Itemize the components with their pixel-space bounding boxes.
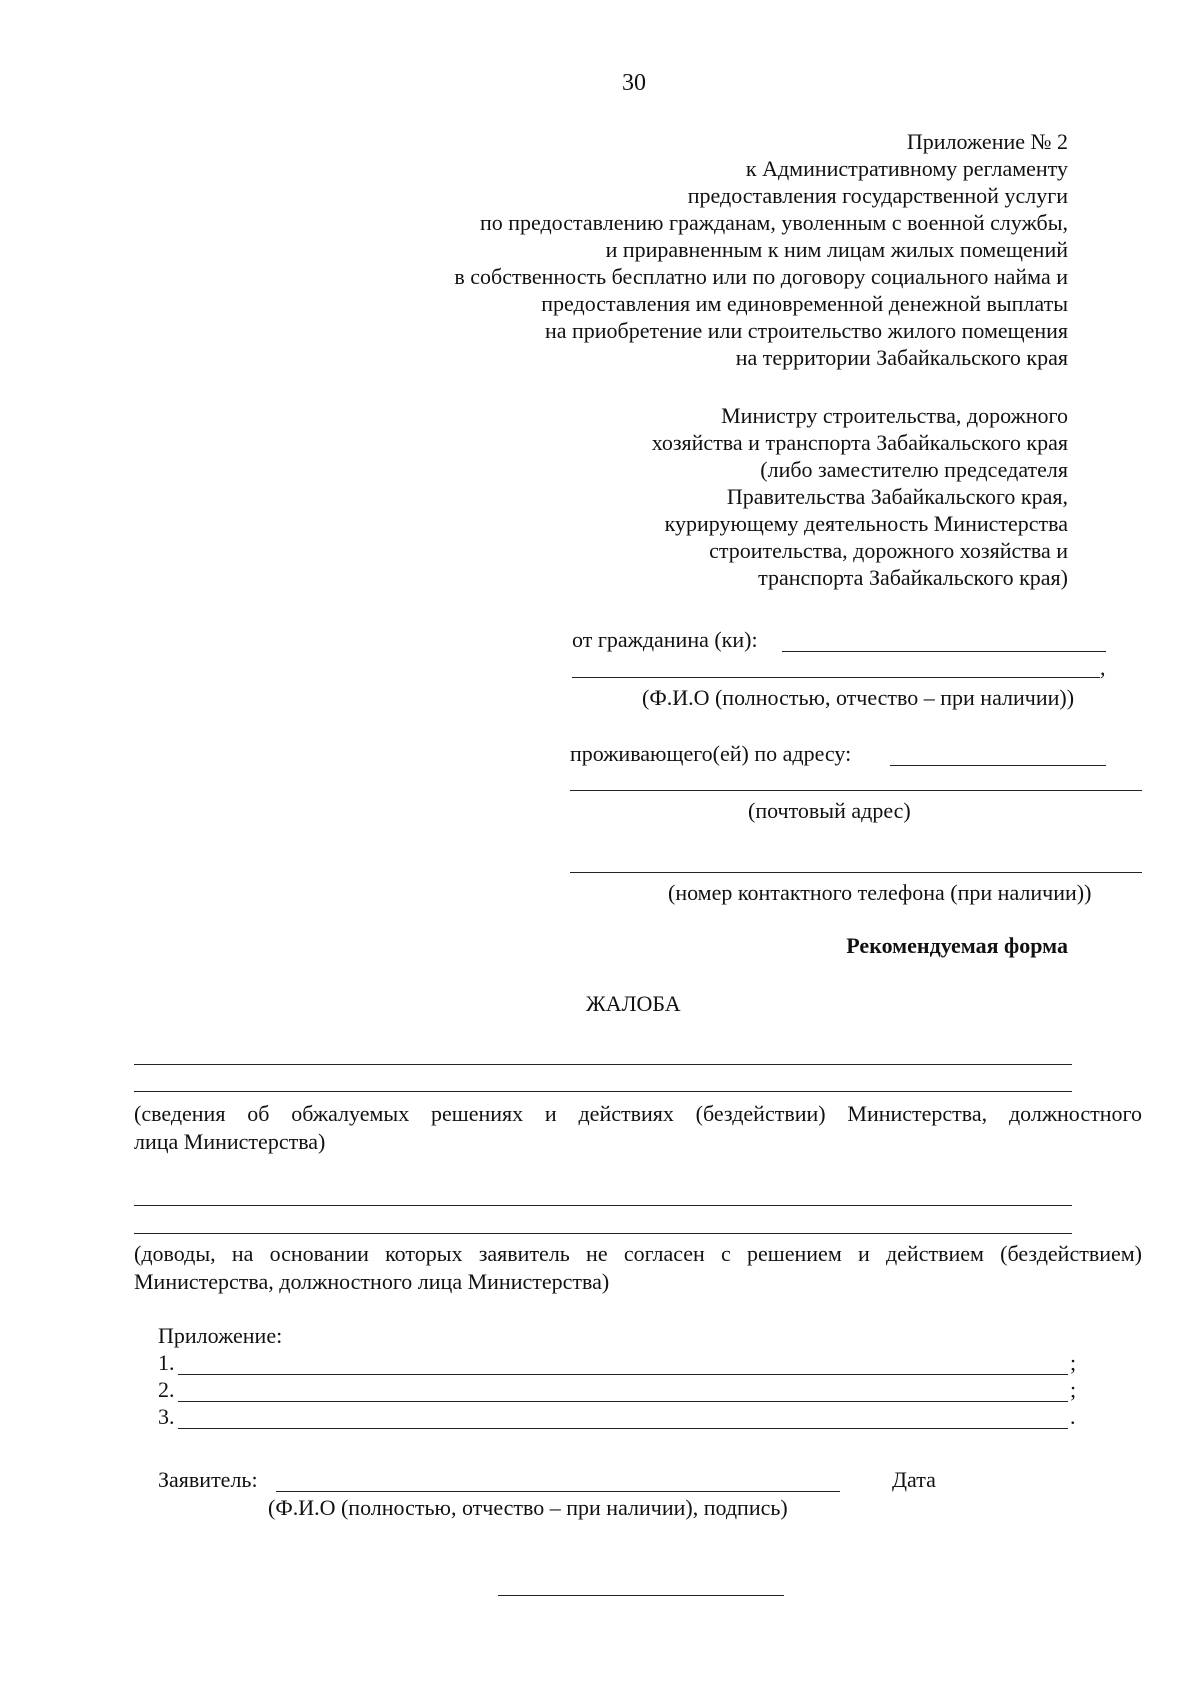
decision-info-field[interactable] (134, 1064, 1072, 1065)
appendix-line: на приобретение или строительство жилого помещения (544, 318, 1068, 343)
from-name-field[interactable] (782, 651, 1106, 652)
attachment-number: 3. (158, 1404, 175, 1429)
attachment-field-1[interactable] (178, 1374, 1068, 1375)
phone-field[interactable] (570, 872, 1142, 873)
from-name-field-2[interactable] (572, 677, 1100, 678)
arguments-caption: (доводы, на основании которых заявитель не согласен с решением и действием (бездействием) (134, 1241, 1142, 1266)
applicant-signature-field[interactable] (276, 1491, 840, 1492)
appendix-line: предоставления государственной услуги (687, 183, 1068, 208)
attachment-end: . (1070, 1404, 1076, 1429)
addressee-line: курирующему деятельность Министерства (664, 511, 1068, 536)
appendix-line: на территории Забайкальского края (735, 345, 1068, 370)
date-label: Дата (892, 1467, 936, 1492)
address-field[interactable] (890, 765, 1106, 766)
arguments-caption-2: Министерства, должностного лица Министерства) (134, 1269, 610, 1294)
decision-info-field-2[interactable] (134, 1091, 1072, 1092)
applicant-label: Заявитель: (158, 1467, 258, 1492)
attachment-field-2[interactable] (178, 1401, 1068, 1402)
attachments-label: Приложение: (158, 1323, 283, 1348)
phone-caption: (номер контактного телефона (при наличии)) (668, 880, 1092, 905)
appendix-line: по предоставлению гражданам, уволенным с военной службы, (479, 210, 1068, 235)
appendix-block (454, 128, 1068, 371)
comma: , (1100, 655, 1106, 680)
attachment-number: 1. (158, 1350, 175, 1375)
address-field-2[interactable] (570, 790, 1142, 791)
addressee-line: Министру строительства, дорожного (721, 403, 1068, 428)
bottom-divider (498, 1595, 784, 1596)
attachment-end: ; (1070, 1350, 1077, 1375)
appendix-line: к Административному регламенту (745, 156, 1068, 181)
fio-caption: (Ф.И.О (полностью, отчество – при наличии)) (642, 685, 1075, 710)
attachment-field-3[interactable] (178, 1428, 1068, 1429)
addressee-line: транспорта Забайкальского края) (758, 565, 1068, 590)
form-note: Рекомендуемая форма (846, 933, 1068, 958)
arguments-field[interactable] (134, 1205, 1072, 1206)
complaint-title: ЖАЛОБА (586, 991, 681, 1016)
from-label: от гражданина (ки): (572, 627, 758, 652)
addressee-line: хозяйства и транспорта Забайкальского края (651, 430, 1068, 455)
appendix-line: в собственность бесплатно или по договору социального найма и (454, 264, 1068, 289)
page-number: 30 (622, 70, 646, 96)
arguments-field-2[interactable] (134, 1233, 1072, 1234)
decision-info-caption: (сведения об обжалуемых решениях и действиях (бездействии) Министерства, должностного (134, 1101, 1142, 1126)
address-caption: (почтовый адрес) (748, 798, 911, 823)
appendix-line: и приравненным к ним лицам жилых помещений (605, 237, 1068, 262)
addressee-line: Правительства Забайкальского края, (726, 484, 1068, 509)
addressee-block (652, 402, 1068, 591)
attachment-number: 2. (158, 1377, 175, 1402)
addressee-line: (либо заместителю председателя (760, 457, 1068, 482)
addressee-line: строительства, дорожного хозяйства и (709, 538, 1068, 563)
appendix-line: предоставления им единовременной денежной выплаты (541, 291, 1068, 316)
address-label: проживающего(ей) по адресу: (570, 741, 852, 766)
attachment-end: ; (1070, 1377, 1077, 1402)
signature-caption: (Ф.И.О (полностью, отчество – при наличии), подпись) (268, 1495, 788, 1520)
decision-info-caption-2: лица Министерства) (134, 1129, 326, 1154)
appendix-line: Приложение № 2 (906, 129, 1068, 154)
